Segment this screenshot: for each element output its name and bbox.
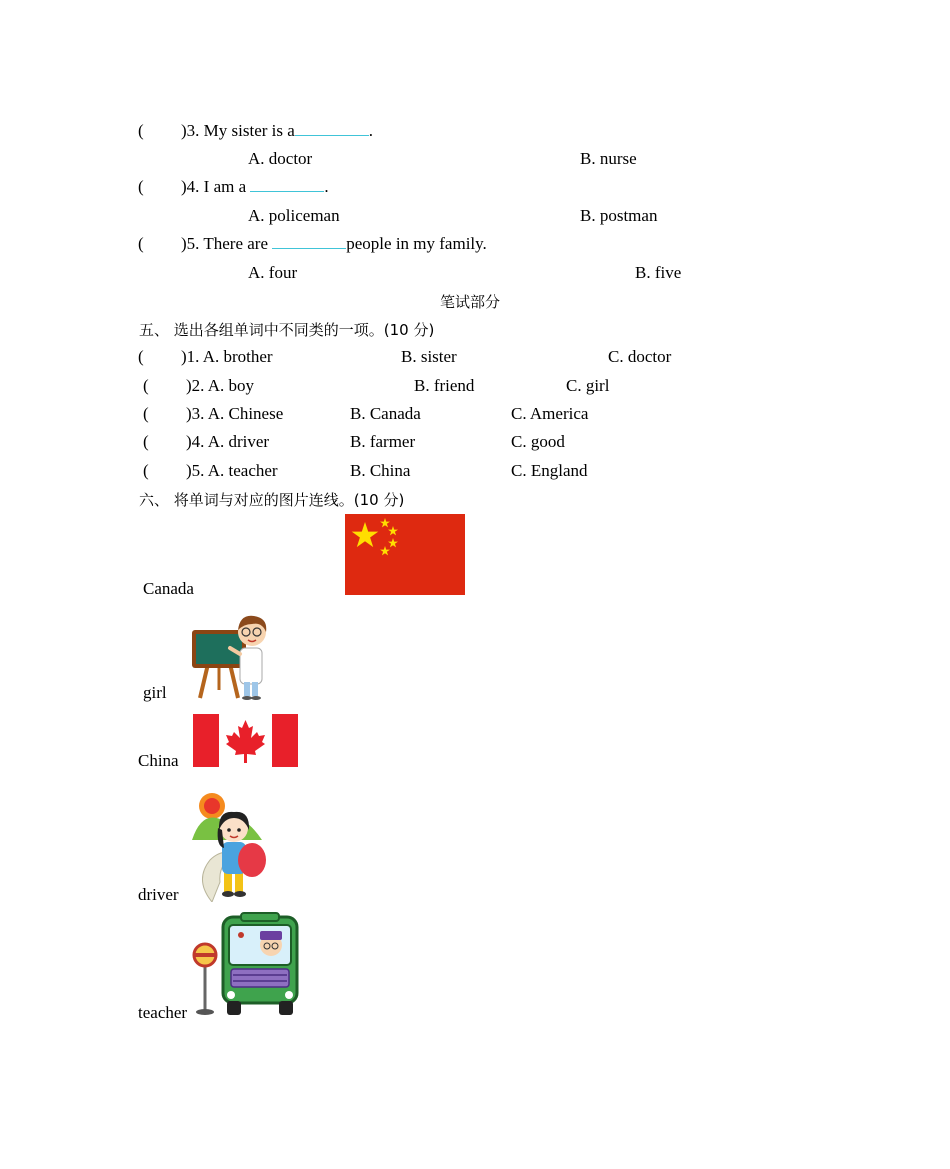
- match-word-china[interactable]: China: [138, 751, 179, 770]
- s5-row1-a: )1. A. brother: [181, 347, 273, 366]
- match-word-teacher[interactable]: teacher: [138, 1003, 188, 1022]
- teacher-picture[interactable]: [190, 612, 274, 700]
- s5-row4-c: C. good: [511, 432, 565, 451]
- match-word-driver[interactable]: driver: [138, 885, 179, 904]
- q5-paren: (: [138, 234, 144, 253]
- section5-title: 五、 选出各组单词中不同类的一项。(10 分): [139, 321, 435, 339]
- match-word-canada[interactable]: Canada: [143, 579, 194, 598]
- s5-row5-paren: (: [143, 461, 149, 480]
- q5-stem: )5. There are people in my family.: [181, 234, 487, 253]
- s5-row4-paren: (: [143, 432, 149, 451]
- q4-paren: (: [138, 177, 144, 196]
- s5-row2-b: B. friend: [414, 376, 475, 395]
- s5-row2-a: )2. A. boy: [186, 376, 254, 395]
- q4-stem: )4. I am a .: [181, 177, 329, 196]
- q5-blank[interactable]: [272, 234, 346, 249]
- q3-paren: (: [138, 121, 144, 140]
- q3-blank[interactable]: [295, 121, 369, 136]
- q3-stem: )3. My sister is a .: [181, 121, 374, 140]
- s5-row1-b: B. sister: [401, 347, 457, 366]
- q4-option-b: B. postman: [580, 206, 658, 225]
- canada-flag-picture[interactable]: [193, 714, 298, 767]
- s5-row5-c: C. England: [511, 461, 588, 480]
- q4-option-a: A. policeman: [248, 206, 340, 225]
- s5-row4-b: B. farmer: [350, 432, 416, 451]
- girl-picture[interactable]: [192, 790, 268, 902]
- s5-row3-paren: (: [143, 404, 149, 423]
- s5-row3-c: C. America: [511, 404, 589, 423]
- match-word-girl[interactable]: girl: [143, 683, 167, 702]
- written-part-heading: 笔试部分: [440, 293, 501, 311]
- q3-option-b: B. nurse: [580, 149, 637, 168]
- s5-row3-a: )3. A. Chinese: [186, 404, 284, 423]
- s5-row5-a: )5. A. teacher: [186, 461, 278, 480]
- s5-row2-paren: (: [143, 376, 149, 395]
- s5-row2-c: C. girl: [566, 376, 610, 395]
- q5-option-b: B. five: [635, 263, 682, 282]
- s5-row4-a: )4. A. driver: [186, 432, 270, 451]
- q3-option-a: A. doctor: [248, 149, 313, 168]
- section6-title: 六、 将单词与对应的图片连线。(10 分): [139, 491, 405, 509]
- s5-row1-paren: (: [138, 347, 144, 366]
- s5-row1-c: C. doctor: [608, 347, 672, 366]
- q4-blank[interactable]: [250, 177, 324, 192]
- s5-row5-b: B. China: [350, 461, 411, 480]
- china-flag-picture[interactable]: [345, 514, 465, 595]
- q5-option-a: A. four: [248, 263, 298, 282]
- bus-driver-picture[interactable]: [191, 911, 301, 1017]
- s5-row3-b: B. Canada: [350, 404, 421, 423]
